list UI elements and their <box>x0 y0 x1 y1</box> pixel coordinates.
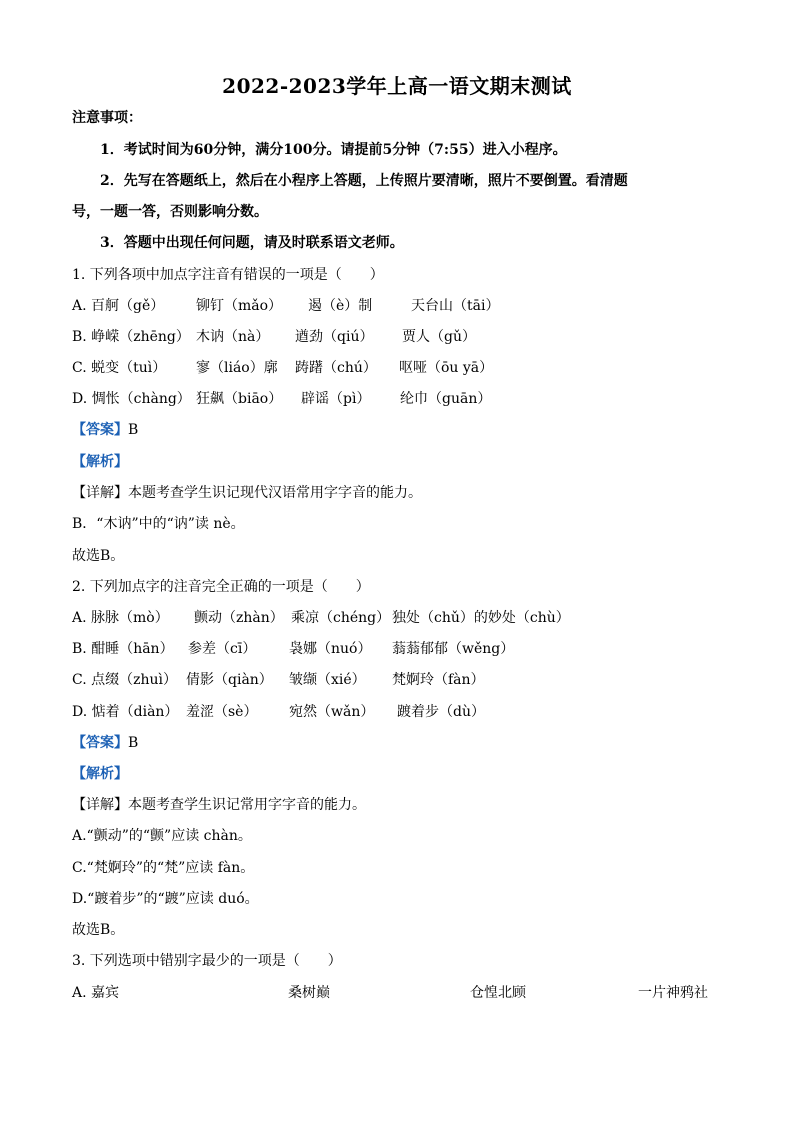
q2-a-item-3: 乘凉（chéng） <box>291 610 391 626</box>
notice-item-3: 3．答题中出现任何问题，请及时联系语文老师。 <box>100 235 404 251</box>
q2-analysis-label: 【解析】 <box>72 766 128 782</box>
q1-c-item-2: 寥（liáo）廓 <box>196 360 278 376</box>
q1-c-item-3: 踌躇（chú） <box>295 360 377 376</box>
q2-answer <box>72 733 138 753</box>
q1-answer-label: 【答案】 <box>72 422 128 438</box>
q2-a-item-1: A. 脉脉（mò） <box>72 610 169 626</box>
q1-b-item-3: 遒劲（qiú） <box>295 329 374 345</box>
q1-answer-value: B <box>128 422 139 438</box>
q1-detail <box>72 483 422 503</box>
q2-answer-value: B <box>128 735 139 751</box>
q3-a-item-2: 桑树巅 <box>288 985 330 1001</box>
q1-detail-text: 本题考查学生识记现代汉语常用字字音的能力。 <box>128 485 422 501</box>
q2-detail <box>72 795 366 815</box>
q2-explanation-line-1: A.“颤动”的“颤”应读 chàn。 <box>72 828 252 844</box>
q1-analysis-label: 【解析】 <box>72 454 128 470</box>
q2-b-item-2: 参差（cī） <box>188 641 257 657</box>
q1-a-item-3: 遏（è）制 <box>308 298 373 314</box>
q1-b-item-1: B. 峥嵘（zhēng） <box>72 329 190 345</box>
q1-a-item-1: A. 百舸（gě） <box>72 298 165 314</box>
q1-b-item-2: 木讷（nà） <box>196 329 270 345</box>
q1-conclusion: 故选B。 <box>72 548 125 564</box>
q1-d-item-3: 辟谣（pì） <box>301 391 371 407</box>
q2-c-item-3: 皱缬（xié） <box>289 672 366 688</box>
notice-item-2-continued: 号，一题一答，否则影响分数。 <box>72 204 268 220</box>
q2-detail-text: 本题考查学生识记常用字字音的能力。 <box>128 797 366 813</box>
q1-answer <box>72 420 138 440</box>
q1-d-item-2: 狂飙（biāo） <box>196 391 283 407</box>
q2-explanation-line-3: D.“踱着步”的“踱”应读 duó。 <box>72 891 259 907</box>
q2-d-item-3: 宛然（wǎn） <box>289 704 375 720</box>
q1-d-item-4: 纶巾（guān） <box>400 391 492 407</box>
q2-a-item-4: 独处（chǔ）的妙处（chù） <box>392 610 570 626</box>
q2-detail-label: 【详解】 <box>72 797 128 813</box>
q1-d-item-1: D. 惆怅（chàng） <box>72 391 191 407</box>
q2-d-item-2: 羞涩（sè） <box>186 704 258 720</box>
q2-b-item-3: 袅娜（nuó） <box>289 641 372 657</box>
q1-c-item-4: 呕哑（ōu yā） <box>399 360 494 376</box>
q2-d-item-1: D. 惦着（diàn） <box>72 704 179 720</box>
q2-c-item-4: 梵婀玲（fàn） <box>392 672 485 688</box>
q2-stem: 2. 下列加点字的注音完全正确的一项是（ ） <box>72 579 370 595</box>
q2-b-item-1: B. 酣睡（hān） <box>72 641 174 657</box>
q3-a-item-3: 仓惶北顾 <box>470 985 526 1001</box>
q1-b-item-4: 贾人（gǔ） <box>402 329 476 345</box>
q2-explanation-line-2: C.“梵婀玲”的“梵”应读 fàn。 <box>72 860 255 876</box>
q2-c-item-1: C. 点缀（zhuì） <box>72 672 177 688</box>
q2-d-item-4: 踱着步（dù） <box>397 704 485 720</box>
q1-stem: 1. 下列各项中加点字注音有错误的一项是（ ） <box>72 267 384 283</box>
q2-c-item-2: 倩影（qiàn） <box>186 672 273 688</box>
q3-a-item-4: 一片神鸦社 <box>638 985 708 1001</box>
q2-answer-label: 【答案】 <box>72 735 128 751</box>
notice-item-2: 2．先写在答题纸上，然后在小程序上答题，上传照片要清晰，照片不要倒置。看清题 <box>100 173 628 189</box>
notice-item-1: 1．考试时间为60分钟，满分100分。请提前5分钟（7:55）进入小程序。 <box>100 142 567 158</box>
page-title: 2022-2023学年上高一语文期末测试 <box>222 74 572 98</box>
q1-a-item-4: 天台山（tāi） <box>411 298 500 314</box>
q2-conclusion: 故选B。 <box>72 922 125 938</box>
notice-heading: 注意事项： <box>72 110 142 126</box>
q3-stem: 3. 下列选项中错别字最少的一项是（ ） <box>72 953 342 969</box>
q1-a-item-2: 铆钉（mǎo） <box>196 298 283 314</box>
q1-detail-label: 【详解】 <box>72 485 128 501</box>
q1-explanation-line: B．“木讷”中的“讷”读 nè。 <box>72 516 245 532</box>
q2-b-item-4: 蓊蓊郁郁（wěng） <box>392 641 515 657</box>
q2-a-item-2: 颤动（zhàn） <box>194 610 284 626</box>
q3-a-item-1: A. 嘉宾 <box>72 985 120 1001</box>
q1-c-item-1: C. 蜕变（tuì） <box>72 360 167 376</box>
